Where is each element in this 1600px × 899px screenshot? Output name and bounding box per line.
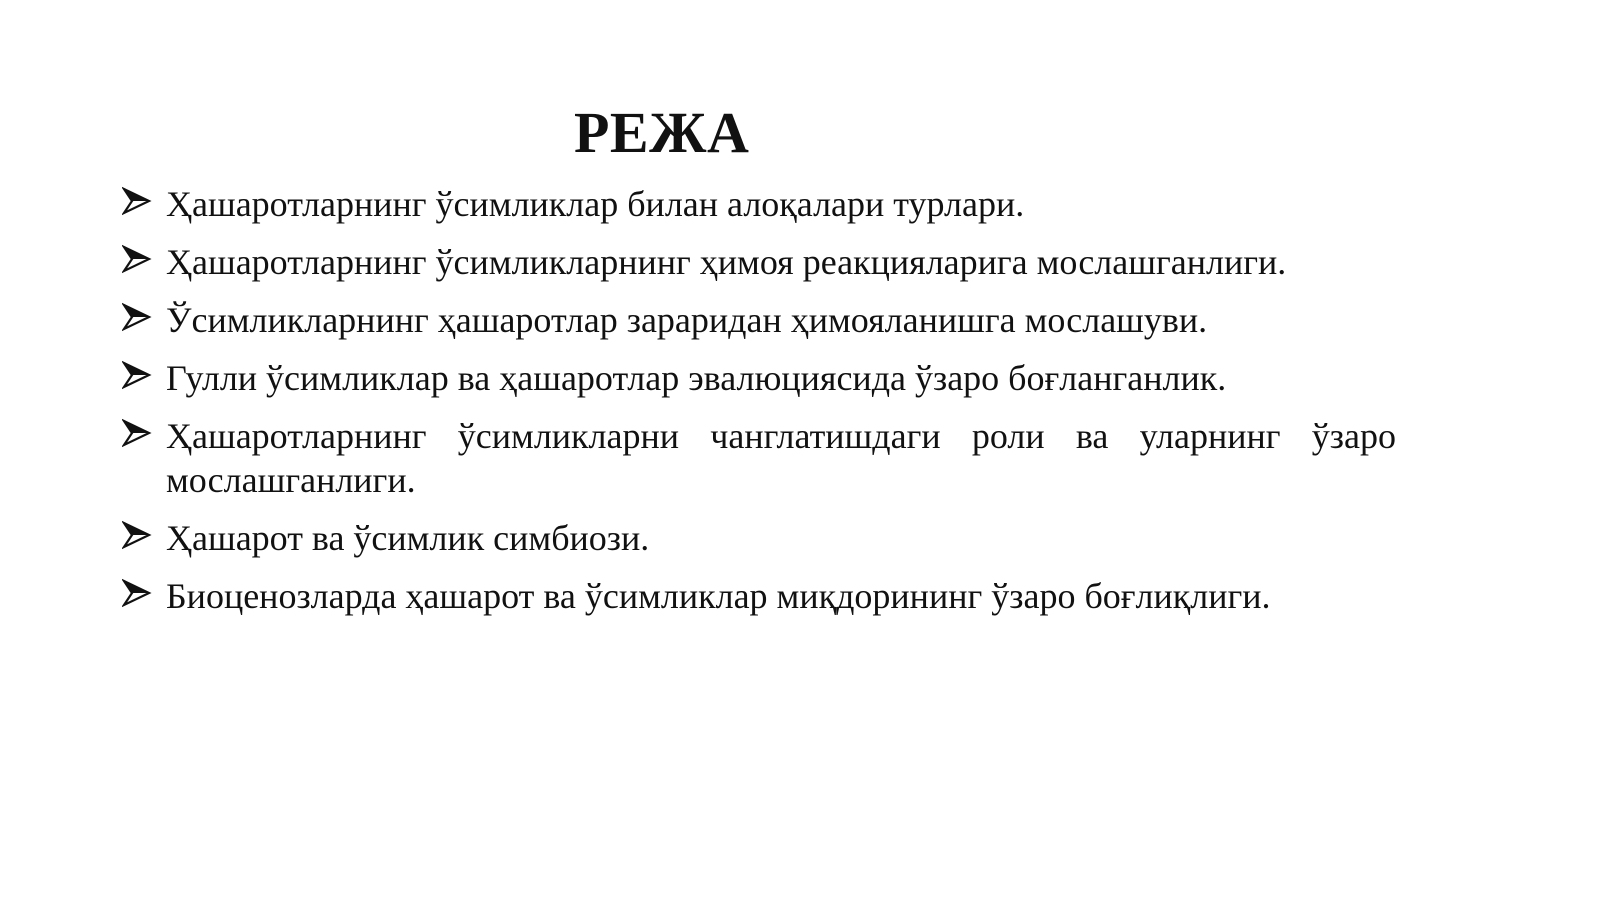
list-item: [122, 240, 1396, 284]
slide-title: РЕЖА: [574, 100, 750, 165]
arrowhead-bullet-icon: [122, 360, 152, 390]
list-item: [122, 356, 1396, 400]
arrowhead-bullet-icon: [122, 302, 152, 332]
arrowhead-bullet-icon: [122, 186, 152, 216]
list-item-text: Ҳашаротларнинг ўсимликларни чанглатишдаги роли ва уларнинг ўзаро мослашганлиги.: [166, 416, 1396, 500]
arrowhead-bullet-icon: [122, 244, 152, 274]
list-item-text: Ҳашаротларнинг ўсимликлар билан алоқалари турлари.: [166, 184, 1025, 224]
arrowhead-bullet-icon: [122, 418, 152, 448]
list-item-text: Гулли ўсимликлар ва ҳашаротлар эвалюциясида ўзаро боғланганлик.: [166, 358, 1227, 398]
list-item-text: Ўсимликларнинг ҳашаротлар зараридан ҳимояланишга мослашуви.: [166, 300, 1208, 340]
arrowhead-bullet-icon: [122, 578, 152, 608]
list-item: [122, 182, 1396, 226]
arrowhead-bullet-icon: [122, 520, 152, 550]
list-item: [122, 414, 1396, 502]
list-item: [122, 298, 1396, 342]
list-item-text: Ҳашарот ва ўсимлик симбиози.: [166, 518, 650, 558]
plan-list: [122, 182, 1396, 632]
list-item-text: Биоценозларда ҳашарот ва ўсимликлар миқдорининг ўзаро боғлиқлиги.: [166, 576, 1271, 616]
list-item: [122, 516, 1396, 560]
list-item: [122, 574, 1396, 618]
list-item-text: Ҳашаротларнинг ўсимликларнинг ҳимоя реакцияларига мослашганлиги.: [166, 242, 1287, 282]
